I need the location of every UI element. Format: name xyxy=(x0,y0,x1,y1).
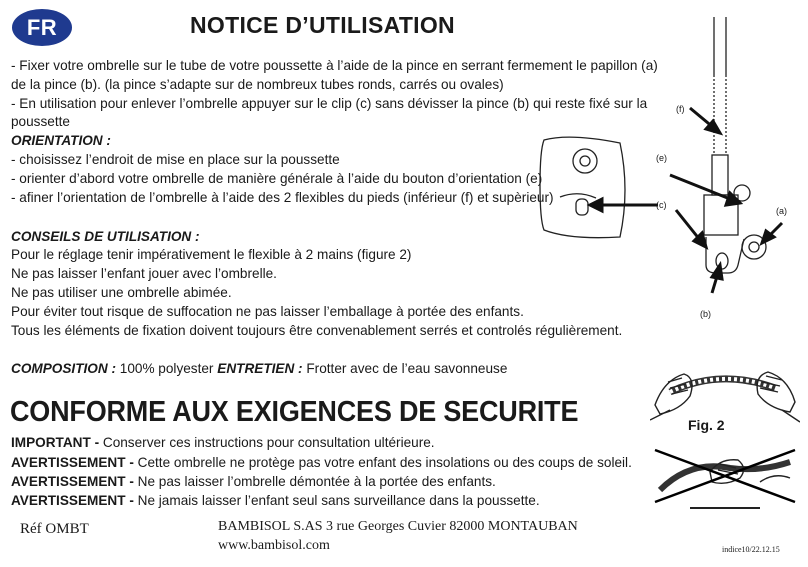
hands-diagram xyxy=(650,350,800,510)
install-line: poussette xyxy=(11,114,70,129)
warning-text: Ne jamais laisser l’enfant seul sans surveillance dans la poussette. xyxy=(133,493,540,508)
page-title: NOTICE D’UTILISATION xyxy=(190,12,455,38)
flexible-neck xyxy=(714,75,726,155)
advice-heading: CONSEILS DE UTILISATION : xyxy=(11,229,200,244)
warning-text: Cette ombrelle ne protège pas votre enfant des insolations ou des coups de soleil. xyxy=(133,455,632,470)
website-link[interactable]: www.bambisol.com xyxy=(218,538,330,553)
advice-line: Pour éviter tout risque de suffocation ne pas laisser l’emballage à portée des enfants. xyxy=(11,304,524,319)
warning-text: Ne pas laisser l’ombrelle démontée à la portée des enfants. xyxy=(133,474,496,489)
orientation-line: - afiner l’orientation de l’ombrelle à l’aide des 2 flexibles du pieds (inférieur (f) et supèrieur) xyxy=(11,190,554,205)
install-line: - En utilisation pour enlever l’ombrelle appuyer sur le clip (c) sans dévisser la pince (b) qui reste fixé sur la xyxy=(11,96,648,111)
detail-clip xyxy=(576,199,588,215)
install-line: de la pince (b). (la pince s’adapte sur de nombreux tubes ronds, carrés ou ovales) xyxy=(11,77,504,92)
orientation-heading: ORIENTATION : xyxy=(11,133,111,148)
advice-line: Tous les éléments de fixation doivent toujours être convenablement serrés et controlés régulièrement. xyxy=(11,323,623,338)
warning-label: IMPORTANT - xyxy=(11,435,100,450)
warning-line xyxy=(11,492,540,509)
reference: Réf OMBT xyxy=(20,521,89,537)
arrowhead-c xyxy=(590,199,602,211)
clamp-ring-inner xyxy=(749,242,759,252)
advice-line: Ne pas utiliser une ombrelle abimée. xyxy=(11,285,232,300)
company-address: BAMBISOL S.AS 3 rue Georges Cuvier 82000 MONTAUBAN xyxy=(218,519,578,534)
warning-label: AVERTISSEMENT - xyxy=(11,474,134,489)
arrowhead-b xyxy=(712,265,722,279)
advice-line: Ne pas laisser l’enfant jouer avec l’ombrelle. xyxy=(11,266,277,281)
detail-oval xyxy=(540,137,625,238)
warning-label: AVERTISSEMENT - xyxy=(11,493,134,508)
language-badge: FR xyxy=(12,9,72,46)
label-f: (f) xyxy=(676,104,685,114)
detail-knob xyxy=(573,149,597,173)
label-e: (e) xyxy=(656,153,667,163)
advice-line: Pour le réglage tenir impérativement le flexible à 2 mains (figure 2) xyxy=(11,247,412,262)
warning-label: AVERTISSEMENT - xyxy=(11,455,134,470)
label-a: (a) xyxy=(776,206,787,216)
arrow-c2 xyxy=(676,210,700,240)
install-line: - Fixer votre ombrelle sur le tube de votre poussette à l’aide de la pince en serrant fermement le papillon (a) xyxy=(11,58,658,73)
document-index: indice10/22.12.15 xyxy=(722,545,780,554)
label-c: (c) xyxy=(656,200,667,210)
care-label: ENTRETIEN : xyxy=(217,361,303,376)
warning-text: Conserver ces instructions pour consultation ultérieure. xyxy=(99,435,435,450)
pole-segment xyxy=(712,155,728,195)
warning-line xyxy=(11,473,496,490)
warning-line xyxy=(11,454,632,471)
detail-curve xyxy=(560,194,596,198)
clamp-diagram xyxy=(530,15,800,325)
orientation-line: - choisissez l’endroit de mise en place sur la poussette xyxy=(11,152,340,167)
composition-line xyxy=(11,360,507,377)
warning-line xyxy=(11,434,435,451)
composition-value: 100% polyester xyxy=(115,361,218,376)
orientation-line: - orienter d’abord votre ombrelle de manière générale à l’aide du bouton d’orientation (e) xyxy=(11,171,543,186)
wrists xyxy=(650,410,800,422)
detail-knob-inner xyxy=(580,156,590,166)
composition-label: COMPOSITION : xyxy=(11,361,116,376)
arrow-e xyxy=(670,175,730,199)
label-b: (b) xyxy=(700,309,711,319)
figure2-label: Fig. 2 xyxy=(688,417,725,433)
wrist-wrong xyxy=(760,476,790,482)
care-value: Frotter avec de l’eau savonneuse xyxy=(302,361,508,376)
safety-headline: CONFORME AUX EXIGENCES DE SECURITE xyxy=(10,396,579,428)
